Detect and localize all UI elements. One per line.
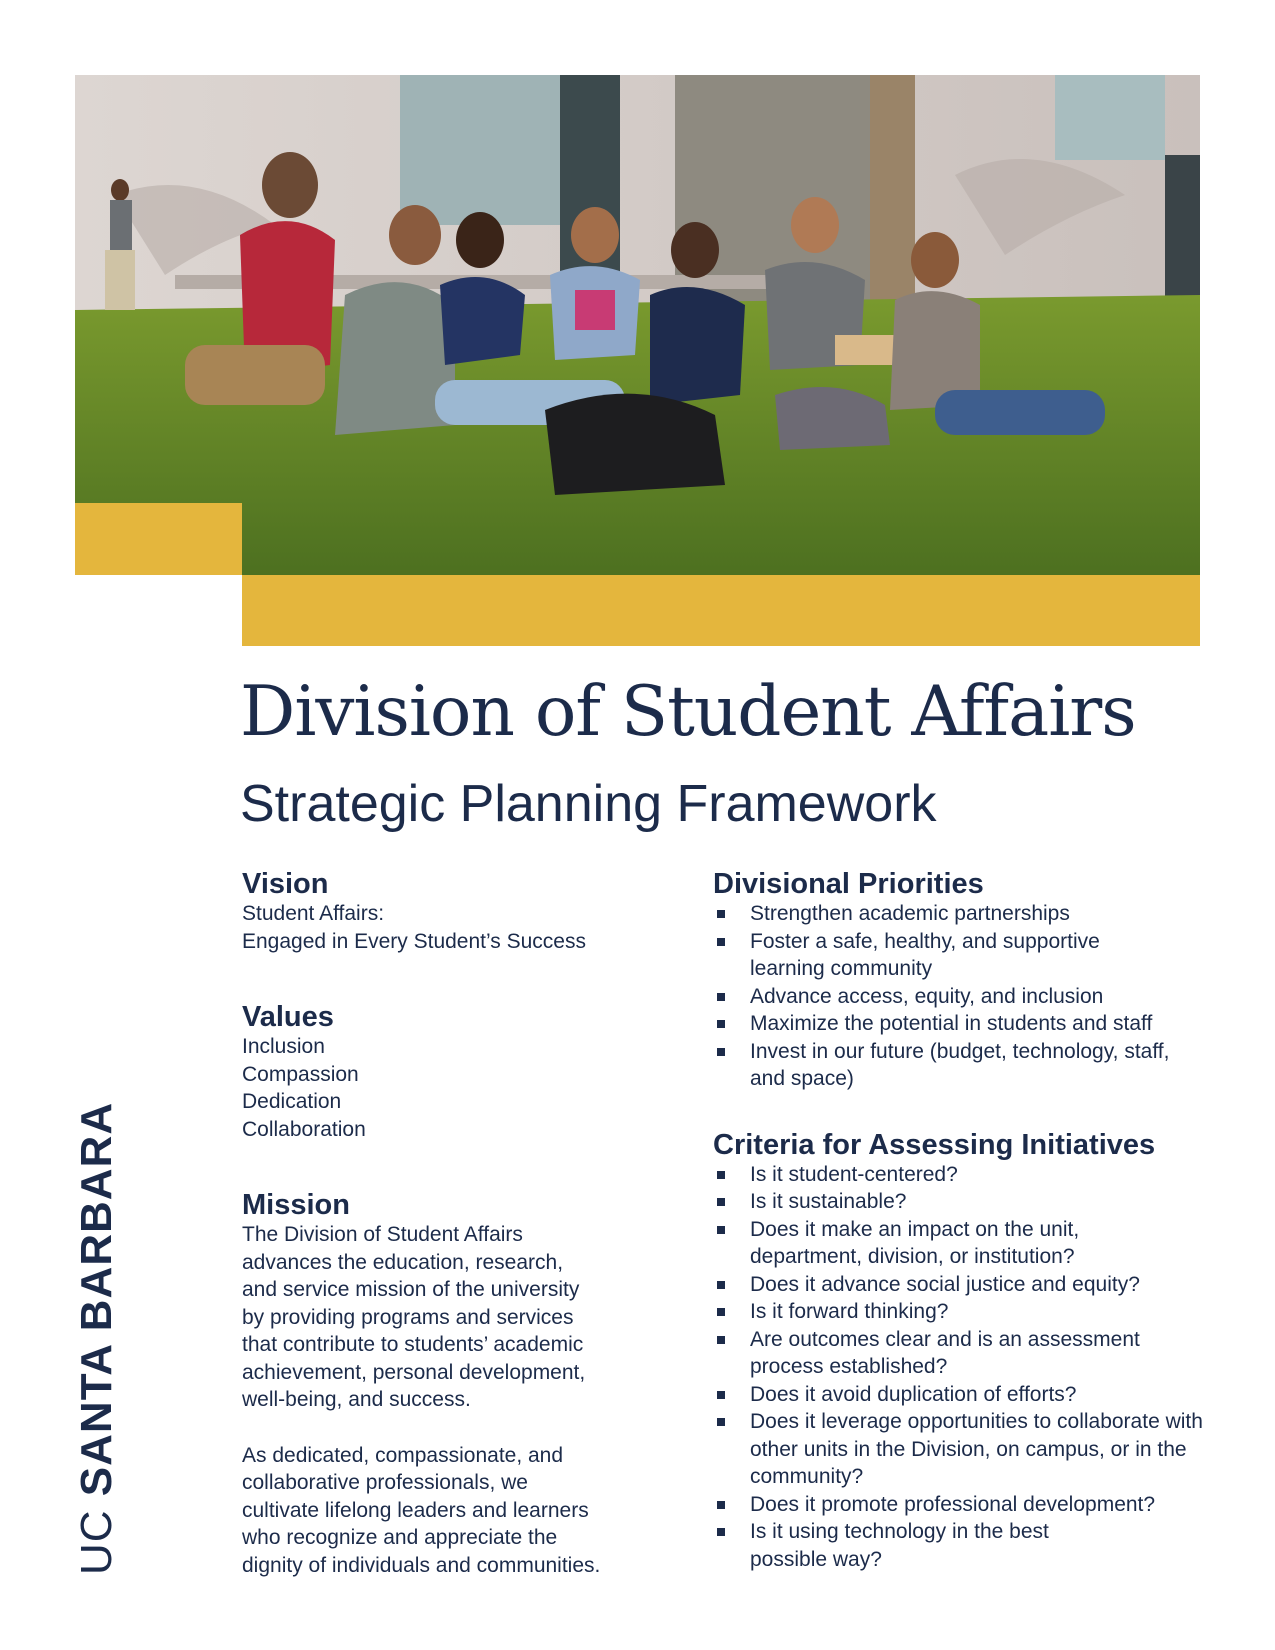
- priorities-list: [713, 900, 1175, 1093]
- value-item: Dedication: [242, 1090, 342, 1113]
- page-subtitle: Strategic Planning Framework: [240, 775, 937, 833]
- students-on-lawn-illustration: [75, 75, 1200, 575]
- mission-line: who recognize and appreciate the: [242, 1526, 558, 1549]
- criteria-item: Does it avoid duplication of efforts?: [713, 1381, 1175, 1409]
- criteria-item: Is it using technology in the best possible way?: [713, 1518, 1110, 1573]
- mission-line: advances the education, research,: [242, 1250, 564, 1274]
- criteria-item: Is it sustainable?: [713, 1188, 1175, 1216]
- criteria-item: Does it make an impact on the unit, department, division, or institution?: [713, 1216, 1130, 1271]
- mission-line: As dedicated, compassionate, and: [242, 1443, 564, 1467]
- values-heading: Values: [242, 1001, 334, 1033]
- priority-item: Strengthen academic partnerships: [713, 900, 1175, 928]
- priorities-heading: Divisional Priorities: [713, 868, 984, 900]
- criteria-item: Is it student-centered?: [713, 1161, 1175, 1189]
- page-title: Division of Student Affairs: [240, 672, 1136, 752]
- value-item: Collaboration: [242, 1117, 366, 1141]
- priority-item: Foster a safe, healthy, and supportive learning community: [713, 928, 1120, 983]
- mission-line: collaborative professionals, we: [242, 1471, 528, 1494]
- priority-item: Maximize the potential in students and staff: [713, 1010, 1175, 1038]
- mission-section: [242, 1189, 662, 1579]
- vision-line: Student Affairs:: [242, 902, 385, 925]
- mission-line: by providing programs and services: [242, 1305, 574, 1329]
- mission-line: achievement, personal development,: [242, 1360, 586, 1384]
- value-item: Inclusion: [242, 1035, 325, 1058]
- criteria-section: [713, 1129, 1213, 1574]
- wordmark-santa-barbara: SANTA BARBARA: [72, 1101, 121, 1497]
- criteria-item: Are outcomes clear and is an assessment process established?: [713, 1326, 1190, 1381]
- hero-photo: [75, 75, 1200, 575]
- criteria-item: Does it advance social justice and equity?: [713, 1271, 1175, 1299]
- vision-heading: Vision: [242, 868, 329, 900]
- mission-heading: Mission: [242, 1189, 350, 1221]
- values-section: [242, 1001, 662, 1143]
- mission-line: well-being, and success.: [242, 1388, 471, 1411]
- priority-item: Advance access, equity, and inclusion: [713, 983, 1175, 1011]
- mission-paragraph-2: [242, 1442, 662, 1580]
- wordmark-uc: UC: [72, 1509, 121, 1575]
- mission-line: cultivate lifelong leaders and learners: [242, 1498, 589, 1522]
- mission-line: and service mission of the university: [242, 1278, 580, 1301]
- gold-accent-bar: [242, 575, 1200, 646]
- criteria-heading: Criteria for Assessing Initiatives: [713, 1128, 1156, 1161]
- right-column: [713, 868, 1213, 1573]
- mission-line: The Division of Student Affairs: [242, 1223, 523, 1246]
- mission-line: dignity of individuals and communities.: [242, 1553, 601, 1577]
- ucsb-wordmark: [72, 1075, 122, 1575]
- mission-line: that contribute to students’ academic: [242, 1333, 584, 1356]
- priority-item: Invest in our future (budget, technology, staff, and space): [713, 1038, 1170, 1093]
- left-column: [242, 868, 662, 1579]
- vision-line: Engaged in Every Student’s Success: [242, 929, 586, 953]
- criteria-item: Is it forward thinking?: [713, 1298, 1175, 1326]
- criteria-item: Does it promote professional development?: [713, 1491, 1175, 1519]
- criteria-list: [713, 1161, 1203, 1574]
- vision-section: [242, 868, 662, 955]
- value-item: Compassion: [242, 1062, 359, 1086]
- priorities-section: [713, 868, 1213, 1093]
- criteria-item: Does it leverage opportunities to collaborate with other units in the Division, on campus, or in the community?: [713, 1408, 1205, 1491]
- mission-paragraph-1: [242, 1221, 662, 1414]
- gold-accent-block: [75, 503, 242, 575]
